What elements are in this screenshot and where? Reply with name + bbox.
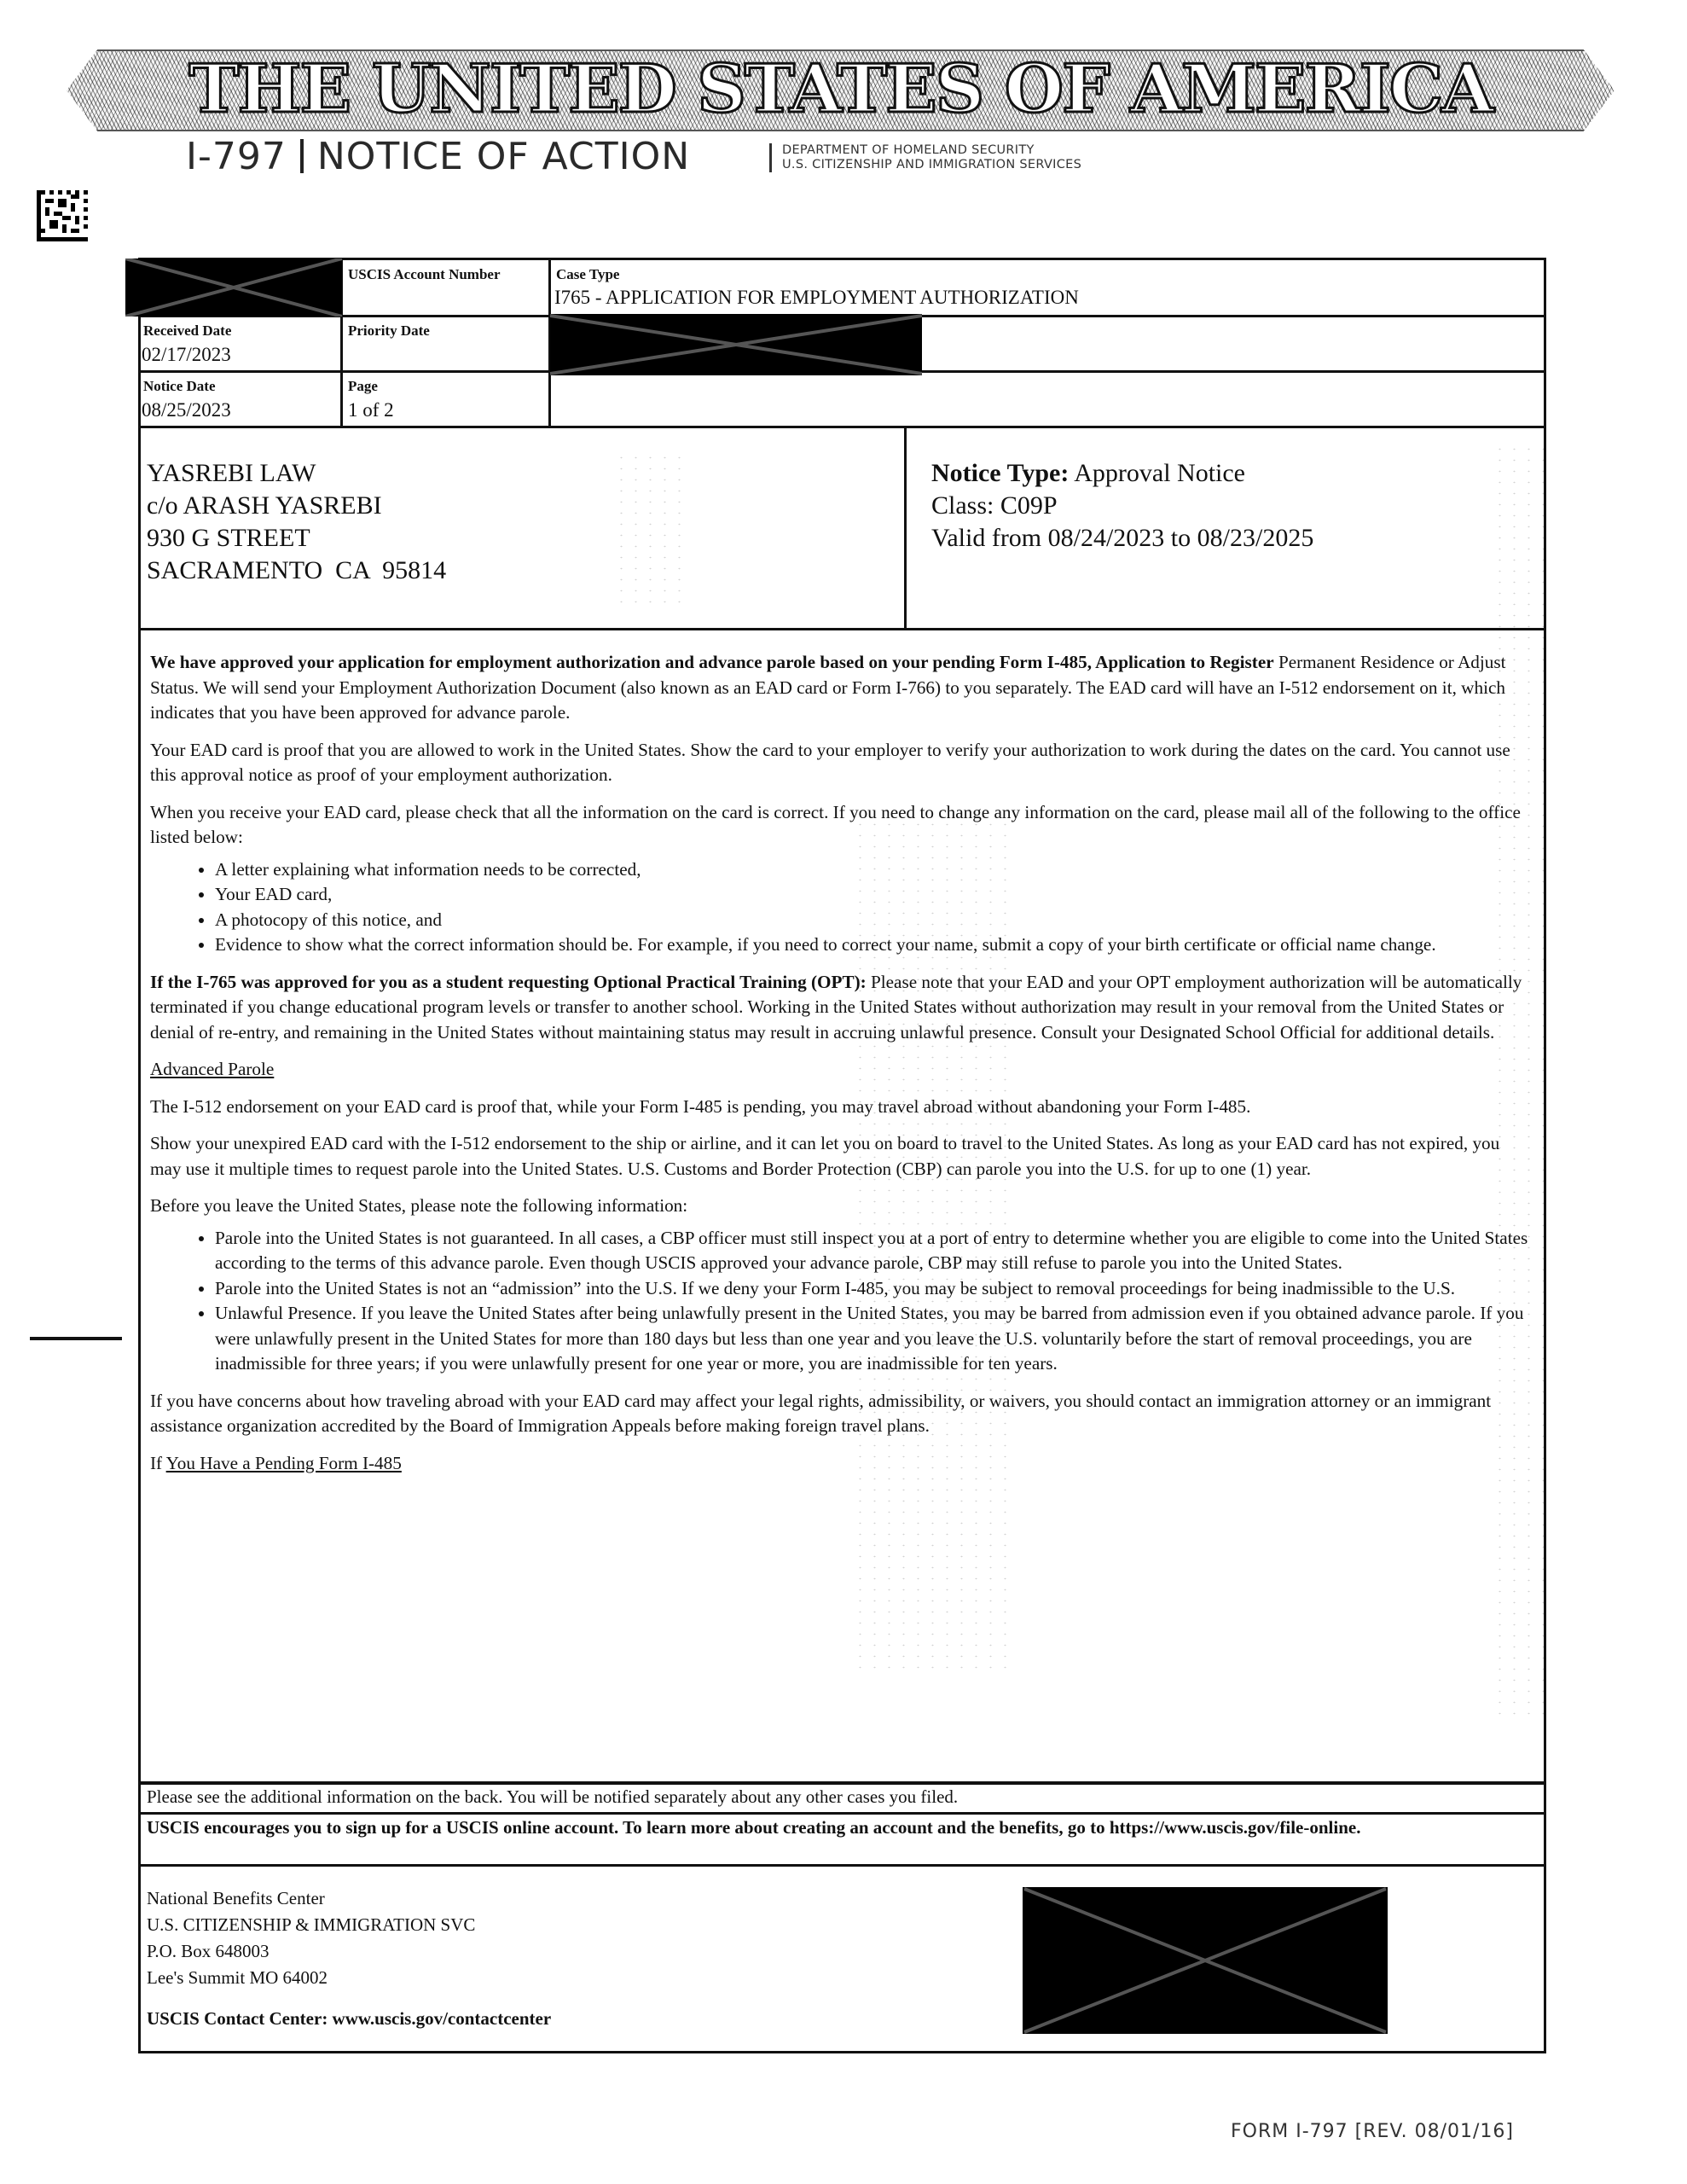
paragraph-approval bbox=[150, 650, 1533, 726]
notice-body bbox=[150, 650, 1533, 1488]
contact-center-link[interactable]: USCIS Contact Center: www.uscis.gov/contactcenter bbox=[147, 2008, 552, 2029]
office-line: National Benefits Center bbox=[147, 1888, 325, 1908]
received-date-value: 02/17/2023 bbox=[142, 344, 231, 365]
heading-prefix: If bbox=[150, 1452, 166, 1473]
form-number: I-797 bbox=[186, 134, 287, 178]
paragraph-i512: The I-512 endorsement on your EAD card is proof that, while your Form I-485 is pending, you may travel abroad without abandoning your Form I-485. bbox=[150, 1095, 1251, 1117]
additional-info-note: Please see the additional information on the back. You will be notified separately about any other cases you filed. bbox=[147, 1786, 959, 1807]
address-divider bbox=[904, 427, 907, 630]
opt-text: Please note that your EAD and your OPT employment authorization will be automatically terminated if you change educational program levels or transfer to another school. Working in the United States without authorization may result in your removal from the United States or denial of re-entry, and remaining in the United States without maintaining status may result in accruing unlawful presence. Consult your Designated School Official for additional details. bbox=[150, 971, 1522, 1043]
notice-date-value: 08/25/2023 bbox=[142, 399, 231, 421]
received-date-label: Received Date bbox=[143, 322, 232, 339]
list-item: • Parole into the United States is not an “admission” into the U.S. If we deny your Form I-485, you may be subject to removal proceedings for being inadmissible to the U.S. bbox=[215, 1276, 1533, 1302]
notice-validity: Valid from 08/24/2023 to 08/23/2025 bbox=[931, 524, 1314, 552]
case-type-value: I765 - APPLICATION FOR EMPLOYMENT AUTHORIZATION bbox=[554, 287, 1079, 308]
form-title: NOTICE OF ACTION bbox=[316, 134, 691, 178]
online-account-note: USCIS encourages you to sign up for a USCIS online account. To learn more about creating an account and the benefits, go to https://www.uscis.gov/file-online. bbox=[147, 1817, 1361, 1838]
scan-noise bbox=[853, 819, 1006, 1672]
table-row-divider bbox=[138, 426, 1546, 428]
opt-lead: If the I-765 was approved for you as a student requesting Optional Practical Training (OPT): bbox=[150, 971, 867, 992]
office-line: U.S. CITIZENSHIP & IMMIGRATION SVC bbox=[147, 1914, 476, 1935]
address-line: 930 G STREET bbox=[147, 524, 310, 552]
list-item: • A letter explaining what information needs to be corrected, bbox=[215, 857, 1533, 883]
scan-noise bbox=[1493, 444, 1544, 1723]
parole-notes-list bbox=[150, 1226, 1533, 1377]
approval-text: Permanent Residence or Adjust Status. We will send your Employment Authorization Document (also known as an EAD card or Form I-766) to you separately. The EAD card will have an I-512 endorsement on it, which indicates that you have been approved for advance parole. bbox=[150, 652, 1506, 723]
paragraph-concerns: If you have concerns about how traveling abroad with your EAD card may affect your legal rights, admissibility, or waivers, you should contact an immigration attorney or an immigrant assistance organization accredited by the Board of Immigration Appeals before making foreign travel plans. bbox=[150, 1390, 1492, 1436]
heading-pending-text: You Have a Pending Form I-485 bbox=[165, 1452, 402, 1473]
department-block bbox=[769, 143, 1081, 172]
corrections-list bbox=[150, 857, 1533, 958]
footer-top-border bbox=[138, 1781, 1546, 1785]
notice-class: Class: C09P bbox=[931, 491, 1058, 520]
paragraph-opt bbox=[150, 970, 1533, 1046]
address-line: c/o ARASH YASREBI bbox=[147, 491, 382, 520]
office-line: Lee's Summit MO 64002 bbox=[147, 1967, 328, 1988]
form-revision: FORM I-797 [REV. 08/01/16] bbox=[1231, 2121, 1515, 2142]
list-item: • Parole into the United States is not guaranteed. In all cases, a CBP officer must still inspect you at a port of entry to determine whether you are eligible to come into the United States according to the terms of this advance parole. Even though USCIS approved your advance parole, CBP may still refuse to parole you into the United States. bbox=[215, 1226, 1533, 1276]
agency-line: U.S. CITIZENSHIP AND IMMIGRATION SERVICES bbox=[782, 158, 1082, 171]
footer-divider bbox=[138, 1812, 1546, 1815]
notice-type-value: Approval Notice bbox=[1074, 459, 1245, 487]
page-value: 1 of 2 bbox=[348, 399, 394, 421]
paragraph-travel: Show your unexpired EAD card with the I-512 endorsement to the ship or airline, and it can let you on board to travel to the United States. As long as your EAD card has not expired, you may use it multiple times to request parole into the United States. U.S. Customs and Border Protection (CBP) can parole you into the U.S. for up to one (1) year. bbox=[150, 1133, 1500, 1179]
redaction-x-icon bbox=[125, 258, 342, 317]
approval-lead: We have approved your application for employment authorization and advance parole based on your pending Form I-485, Application to Register bbox=[150, 652, 1274, 672]
redaction-x-icon bbox=[1023, 1887, 1388, 2034]
notice-type-label: Notice Type: bbox=[931, 459, 1070, 487]
office-address bbox=[147, 1885, 475, 1991]
list-item: • Your EAD card, bbox=[215, 882, 1533, 908]
banner-title: THE UNITED STATES OF AMERICA bbox=[188, 49, 1493, 128]
heading-separator bbox=[300, 139, 304, 173]
address-bottom-border bbox=[138, 628, 1546, 630]
datamatrix-barcode-icon bbox=[37, 190, 88, 241]
margin-mark bbox=[30, 1337, 122, 1340]
redaction-x-icon bbox=[550, 314, 922, 375]
notice-summary bbox=[931, 457, 1313, 555]
heading-advance-parole: Advanced Parole bbox=[150, 1059, 275, 1079]
table-top-border bbox=[342, 258, 1546, 260]
address-line: YASREBI LAW bbox=[147, 459, 316, 487]
paragraph-corrections: When you receive your EAD card, please check that all the information on the card is correct. If you need to change any information on the card, please mail all of the following to the office listed below: bbox=[150, 801, 1521, 847]
priority-date-label: Priority Date bbox=[348, 322, 430, 339]
page-label: Page bbox=[348, 378, 378, 394]
form-heading bbox=[186, 136, 690, 176]
paragraph-before-leave: Before you leave the United States, please note the following information: bbox=[150, 1195, 688, 1216]
case-type-label: Case Type bbox=[556, 266, 620, 282]
footer-divider bbox=[138, 1864, 1546, 1867]
redacted-receipt-number bbox=[125, 258, 342, 317]
address-line: SACRAMENTO CA 95814 bbox=[147, 556, 447, 584]
notice-date-label: Notice Date bbox=[143, 378, 216, 394]
office-line: P.O. Box 648003 bbox=[147, 1941, 270, 1961]
uscis-account-number-label: USCIS Account Number bbox=[348, 266, 501, 282]
redacted-barcode bbox=[1023, 1887, 1388, 2034]
notice-type bbox=[931, 457, 1313, 490]
list-item: • A photocopy of this notice, and bbox=[215, 908, 1533, 933]
scan-noise bbox=[614, 452, 682, 606]
paragraph-ead-proof: Your EAD card is proof that you are allowed to work in the United States. Show the card to your employer to verify your authorization to work during the dates on the card. You cannot use this approval notice as proof of your employment authorization. bbox=[150, 739, 1510, 785]
redacted-applicant-info bbox=[550, 314, 922, 375]
list-item: • Evidence to show what the correct information should be. For example, if you need to correct your name, submit a copy of your birth certificate or official name change. bbox=[215, 932, 1533, 958]
heading-pending-i485 bbox=[150, 1451, 1533, 1477]
recipient-address bbox=[147, 457, 446, 587]
department-line: DEPARTMENT OF HOMELAND SECURITY bbox=[782, 143, 1035, 157]
list-item: • Unlawful Presence. If you leave the United States after being unlawfully present in the United States, you may be barred from admission even if you obtained advance parole. If you were unlawfully present in the United States for more than 180 days but less than one year and you leave the U.S. voluntarily before the start of removal proceedings, you are inadmissible for three years; if you were unlawfully present for one year or more, you are inadmissible for ten years. bbox=[215, 1301, 1533, 1377]
